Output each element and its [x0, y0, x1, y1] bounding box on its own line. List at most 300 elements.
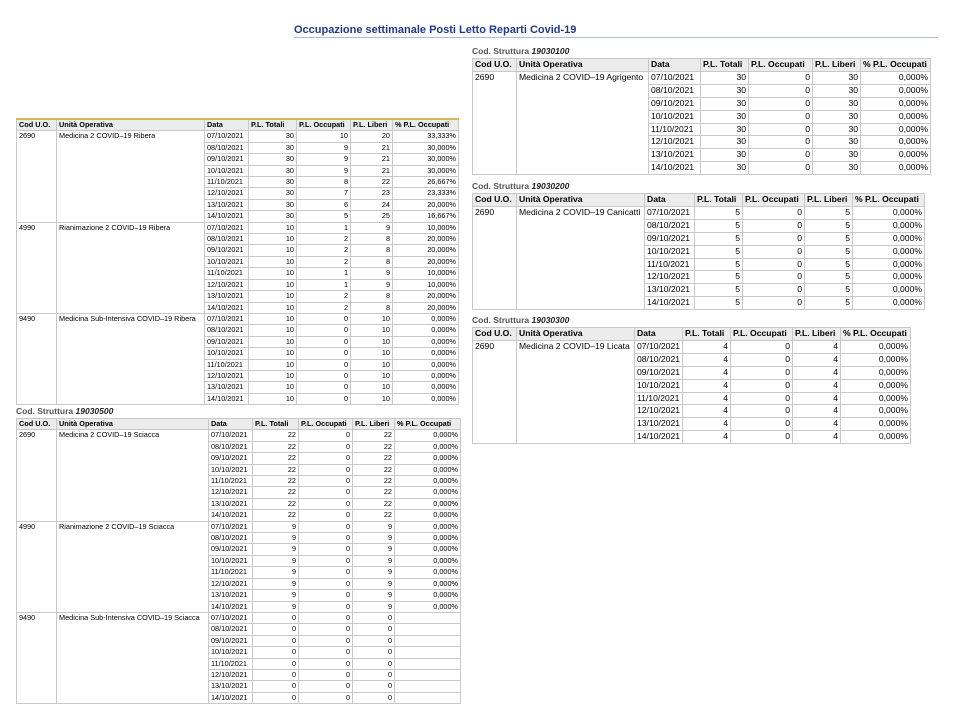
column-header: Cod U.O.	[17, 119, 57, 131]
date-cell: 14/10/2021	[205, 302, 249, 313]
date-cell: 13/10/2021	[205, 291, 249, 302]
date-cell: 14/10/2021	[209, 692, 253, 703]
beds-free-cell: 30	[813, 84, 861, 97]
occupancy-pct-cell: 0,000%	[853, 206, 925, 219]
column-header: % P.L. Occupati	[841, 328, 911, 341]
beds-occupied-cell: 7	[297, 188, 351, 199]
occupancy-pct-cell: 20,000%	[393, 256, 459, 267]
beds-occupied-cell: 0	[297, 370, 351, 381]
date-cell: 08/10/2021	[209, 441, 253, 452]
beds-free-cell: 22	[353, 510, 395, 521]
occupancy-pct-cell: 0,000%	[393, 382, 459, 393]
beds-occupied-cell: 0	[299, 669, 353, 680]
occupancy-pct-cell	[395, 692, 461, 703]
occupancy-pct-cell: 0,000%	[393, 336, 459, 347]
occupancy-pct-cell: 0,000%	[395, 498, 461, 509]
title-underline	[294, 37, 938, 38]
struct-label-text: Cod. Struttura	[16, 406, 74, 416]
beds-total-cell: 0	[253, 635, 299, 646]
section-canicatti	[472, 180, 925, 310]
beds-free-cell: 9	[353, 567, 395, 578]
beds-free-cell: 5	[805, 206, 853, 219]
beds-occupied-cell: 2	[297, 302, 351, 313]
beds-occupied-cell: 2	[297, 234, 351, 245]
column-header: Cod U.O.	[473, 194, 517, 207]
beds-free-cell: 0	[353, 624, 395, 635]
occupancy-pct-cell: 20,000%	[393, 234, 459, 245]
beds-total-cell: 4	[683, 379, 731, 392]
date-cell: 10/10/2021	[205, 256, 249, 267]
table-row	[473, 206, 925, 219]
date-cell: 09/10/2021	[205, 154, 249, 165]
date-cell: 13/10/2021	[645, 284, 695, 297]
beds-occupied-cell: 0	[299, 487, 353, 498]
occupancy-pct-cell: 0,000%	[841, 431, 911, 444]
table-header-row	[473, 328, 911, 341]
beds-free-cell: 10	[351, 336, 393, 347]
occupancy-pct-cell: 0,000%	[853, 232, 925, 245]
beds-occupied-cell: 0	[749, 162, 813, 175]
column-header: P.L. Totali	[249, 119, 297, 131]
beds-free-cell: 22	[353, 430, 395, 441]
beds-free-cell: 4	[793, 418, 841, 431]
occupancy-pct-cell: 0,000%	[395, 441, 461, 452]
beds-total-cell: 30	[249, 188, 297, 199]
date-cell: 12/10/2021	[209, 487, 253, 498]
beds-occupied-cell: 0	[299, 601, 353, 612]
unit-name: Medicina 2 COVID–19 Canicattì	[517, 206, 645, 309]
occupancy-pct-cell	[395, 624, 461, 635]
beds-table	[16, 418, 461, 704]
date-cell: 14/10/2021	[635, 431, 683, 444]
date-cell: 09/10/2021	[205, 245, 249, 256]
beds-occupied-cell: 9	[297, 142, 351, 153]
beds-free-cell: 10	[351, 348, 393, 359]
column-header: Unità Operativa	[517, 194, 645, 207]
unit-name: Rianimazione 2 COVID–19 Sciacca	[57, 521, 209, 612]
date-cell: 08/10/2021	[209, 533, 253, 544]
date-cell: 12/10/2021	[209, 669, 253, 680]
beds-free-cell: 20	[351, 131, 393, 142]
occupancy-pct-cell: 0,000%	[841, 418, 911, 431]
beds-total-cell: 22	[253, 487, 299, 498]
occupancy-pct-cell: 0,000%	[395, 464, 461, 475]
date-cell: 07/10/2021	[205, 222, 249, 233]
beds-total-cell: 5	[695, 271, 743, 284]
occupancy-pct-cell	[395, 647, 461, 658]
occupancy-pct-cell: 0,000%	[861, 71, 931, 84]
date-cell: 07/10/2021	[205, 131, 249, 142]
beds-total-cell: 10	[249, 279, 297, 290]
beds-occupied-cell: 0	[299, 476, 353, 487]
beds-total-cell: 10	[249, 393, 297, 404]
date-cell: 13/10/2021	[649, 149, 701, 162]
beds-free-cell: 4	[793, 431, 841, 444]
beds-total-cell: 30	[249, 142, 297, 153]
date-cell: 10/10/2021	[205, 165, 249, 176]
beds-total-cell: 30	[249, 177, 297, 188]
beds-free-cell: 0	[353, 658, 395, 669]
column-header: P.L. Totali	[701, 59, 749, 72]
beds-occupied-cell: 0	[731, 405, 793, 418]
section-sciacca	[16, 405, 461, 704]
beds-total-cell: 10	[249, 370, 297, 381]
date-cell: 14/10/2021	[205, 211, 249, 222]
date-cell: 10/10/2021	[209, 647, 253, 658]
beds-occupied-cell: 0	[297, 382, 351, 393]
struct-label	[472, 180, 925, 193]
beds-occupied-cell: 0	[731, 366, 793, 379]
occupancy-pct-cell: 20,000%	[393, 199, 459, 210]
beds-total-cell: 30	[249, 165, 297, 176]
beds-total-cell: 10	[249, 291, 297, 302]
column-header: Data	[645, 194, 695, 207]
beds-occupied-cell: 0	[299, 567, 353, 578]
beds-occupied-cell: 0	[749, 110, 813, 123]
column-header: P.L. Totali	[683, 328, 731, 341]
beds-total-cell: 10	[249, 336, 297, 347]
beds-total-cell: 30	[701, 123, 749, 136]
beds-total-cell: 9	[253, 521, 299, 532]
table-row	[17, 612, 461, 623]
beds-free-cell: 0	[353, 612, 395, 623]
beds-total-cell: 10	[249, 382, 297, 393]
beds-occupied-cell: 0	[749, 136, 813, 149]
beds-free-cell: 9	[351, 268, 393, 279]
date-cell: 09/10/2021	[205, 336, 249, 347]
date-cell: 11/10/2021	[209, 658, 253, 669]
occupancy-pct-cell: 26,667%	[393, 177, 459, 188]
beds-occupied-cell: 0	[299, 510, 353, 521]
beds-total-cell: 22	[253, 498, 299, 509]
table-row	[17, 313, 459, 324]
occupancy-pct-cell: 20,000%	[393, 245, 459, 256]
date-cell: 10/10/2021	[645, 245, 695, 258]
beds-free-cell: 4	[793, 405, 841, 418]
beds-free-cell: 5	[805, 232, 853, 245]
column-header: P.L. Occupati	[731, 328, 793, 341]
date-cell: 11/10/2021	[645, 258, 695, 271]
occupancy-pct-cell: 0,000%	[841, 392, 911, 405]
beds-total-cell: 10	[249, 348, 297, 359]
beds-total-cell: 10	[249, 313, 297, 324]
occupancy-pct-cell: 0,000%	[841, 353, 911, 366]
unit-code: 2690	[473, 340, 517, 443]
date-cell: 11/10/2021	[205, 268, 249, 279]
occupancy-pct-cell: 0,000%	[861, 149, 931, 162]
beds-total-cell: 0	[253, 669, 299, 680]
beds-occupied-cell: 2	[297, 245, 351, 256]
beds-occupied-cell: 1	[297, 222, 351, 233]
beds-total-cell: 5	[695, 258, 743, 271]
beds-total-cell: 4	[683, 366, 731, 379]
table-header-row	[473, 194, 925, 207]
beds-total-cell: 22	[253, 476, 299, 487]
beds-occupied-cell: 0	[299, 635, 353, 646]
beds-occupied-cell: 9	[297, 154, 351, 165]
beds-occupied-cell: 0	[297, 359, 351, 370]
beds-free-cell: 23	[351, 188, 393, 199]
date-cell: 13/10/2021	[205, 199, 249, 210]
beds-total-cell: 0	[253, 647, 299, 658]
occupancy-pct-cell: 0,000%	[393, 313, 459, 324]
date-cell: 09/10/2021	[649, 97, 701, 110]
beds-free-cell: 10	[351, 393, 393, 404]
beds-occupied-cell: 0	[299, 624, 353, 635]
date-cell: 07/10/2021	[209, 612, 253, 623]
occupancy-pct-cell: 0,000%	[841, 379, 911, 392]
beds-free-cell: 5	[805, 245, 853, 258]
occupancy-pct-cell: 0,000%	[395, 510, 461, 521]
beds-total-cell: 0	[253, 612, 299, 623]
unit-name: Medicina 2 COVID–19 Ribera	[57, 131, 205, 222]
beds-total-cell: 0	[253, 692, 299, 703]
beds-free-cell: 10	[351, 313, 393, 324]
beds-occupied-cell: 0	[297, 313, 351, 324]
date-cell: 08/10/2021	[205, 325, 249, 336]
occupancy-pct-cell	[395, 658, 461, 669]
column-header: Unità Operativa	[57, 119, 205, 131]
date-cell: 09/10/2021	[645, 232, 695, 245]
beds-total-cell: 30	[701, 149, 749, 162]
beds-total-cell: 0	[253, 624, 299, 635]
column-header: P.L. Occupati	[743, 194, 805, 207]
date-cell: 13/10/2021	[209, 681, 253, 692]
struct-label-text: Cod. Struttura	[472, 181, 530, 191]
date-cell: 08/10/2021	[645, 219, 695, 232]
table-header-row	[17, 119, 459, 131]
beds-occupied-cell: 2	[297, 256, 351, 267]
beds-total-cell: 30	[249, 131, 297, 142]
occupancy-pct-cell: 23,333%	[393, 188, 459, 199]
beds-total-cell: 4	[683, 340, 731, 353]
occupancy-pct-cell: 33,333%	[393, 131, 459, 142]
occupancy-pct-cell: 30,000%	[393, 154, 459, 165]
beds-free-cell: 25	[351, 211, 393, 222]
date-cell: 09/10/2021	[209, 544, 253, 555]
beds-occupied-cell: 0	[299, 441, 353, 452]
column-header: Cod U.O.	[473, 328, 517, 341]
occupancy-pct-cell: 0,000%	[853, 245, 925, 258]
beds-total-cell: 5	[695, 297, 743, 310]
column-header: % P.L. Occupati	[861, 59, 931, 72]
beds-free-cell: 30	[813, 136, 861, 149]
column-header: P.L. Occupati	[299, 419, 353, 430]
beds-total-cell: 10	[249, 268, 297, 279]
struct-label-text: Cod. Struttura	[472, 315, 530, 325]
occupancy-pct-cell: 0,000%	[395, 544, 461, 555]
column-header: Unità Operativa	[57, 419, 209, 430]
date-cell: 07/10/2021	[209, 521, 253, 532]
occupancy-pct-cell: 0,000%	[861, 123, 931, 136]
date-cell: 07/10/2021	[635, 340, 683, 353]
column-header: Unità Operativa	[517, 328, 635, 341]
occupancy-pct-cell: 0,000%	[395, 521, 461, 532]
beds-occupied-cell: 0	[299, 681, 353, 692]
column-header: Data	[649, 59, 701, 72]
table-row	[17, 131, 459, 142]
date-cell: 14/10/2021	[649, 162, 701, 175]
occupancy-pct-cell: 0,000%	[861, 84, 931, 97]
beds-total-cell: 9	[253, 590, 299, 601]
date-cell: 14/10/2021	[645, 297, 695, 310]
beds-free-cell: 10	[351, 382, 393, 393]
beds-total-cell: 9	[253, 555, 299, 566]
date-cell: 09/10/2021	[209, 453, 253, 464]
table-row	[473, 71, 931, 84]
column-header: Cod U.O.	[473, 59, 517, 72]
beds-total-cell: 30	[249, 154, 297, 165]
beds-free-cell: 0	[353, 669, 395, 680]
column-header: P.L. Liberi	[813, 59, 861, 72]
occupancy-pct-cell: 0,000%	[861, 162, 931, 175]
column-header: % P.L. Occupati	[853, 194, 925, 207]
beds-free-cell: 8	[351, 234, 393, 245]
beds-occupied-cell: 0	[749, 97, 813, 110]
beds-occupied-cell: 0	[299, 533, 353, 544]
column-header: Data	[635, 328, 683, 341]
beds-occupied-cell: 0	[297, 325, 351, 336]
beds-free-cell: 4	[793, 392, 841, 405]
unit-name: Medicina 2 COVID–19 Agrigento	[517, 71, 649, 174]
date-cell: 10/10/2021	[635, 379, 683, 392]
occupancy-pct-cell: 30,000%	[393, 142, 459, 153]
column-header: % P.L. Occupati	[393, 119, 459, 131]
beds-total-cell: 30	[249, 211, 297, 222]
beds-occupied-cell: 0	[299, 464, 353, 475]
occupancy-pct-cell: 0,000%	[853, 271, 925, 284]
column-header: Data	[209, 419, 253, 430]
occupancy-pct-cell: 0,000%	[841, 405, 911, 418]
unit-name: Medicina Sub-Intensiva COVID–19 Ribera	[57, 313, 205, 404]
struct-code: 19030200	[531, 181, 570, 191]
unit-code: 4990	[17, 222, 57, 313]
date-cell: 07/10/2021	[649, 71, 701, 84]
occupancy-pct-cell: 10,000%	[393, 279, 459, 290]
beds-occupied-cell: 8	[297, 177, 351, 188]
beds-free-cell: 9	[353, 578, 395, 589]
beds-total-cell: 10	[249, 234, 297, 245]
unit-name: Rianimazione 2 COVID–19 Ribera	[57, 222, 205, 313]
beds-free-cell: 4	[793, 353, 841, 366]
beds-free-cell: 10	[351, 359, 393, 370]
beds-occupied-cell: 0	[731, 353, 793, 366]
date-cell: 12/10/2021	[205, 188, 249, 199]
beds-free-cell: 5	[805, 219, 853, 232]
occupancy-pct-cell: 10,000%	[393, 268, 459, 279]
beds-total-cell: 30	[701, 97, 749, 110]
date-cell: 09/10/2021	[635, 366, 683, 379]
beds-free-cell: 5	[805, 271, 853, 284]
occupancy-pct-cell: 20,000%	[393, 291, 459, 302]
unit-code: 2690	[473, 71, 517, 174]
beds-occupied-cell: 0	[731, 340, 793, 353]
beds-free-cell: 9	[353, 533, 395, 544]
occupancy-pct-cell: 0,000%	[393, 370, 459, 381]
beds-table	[16, 118, 459, 405]
beds-occupied-cell: 0	[749, 123, 813, 136]
beds-occupied-cell: 0	[299, 555, 353, 566]
unit-code: 9490	[17, 612, 57, 703]
date-cell: 10/10/2021	[209, 464, 253, 475]
section-licata	[472, 314, 911, 444]
occupancy-pct-cell	[395, 681, 461, 692]
beds-free-cell: 30	[813, 162, 861, 175]
beds-free-cell: 21	[351, 165, 393, 176]
beds-free-cell: 5	[805, 297, 853, 310]
beds-total-cell: 10	[249, 302, 297, 313]
date-cell: 14/10/2021	[209, 510, 253, 521]
beds-free-cell: 9	[353, 521, 395, 532]
beds-occupied-cell: 0	[731, 379, 793, 392]
beds-total-cell: 4	[683, 431, 731, 444]
beds-occupied-cell: 0	[731, 392, 793, 405]
beds-free-cell: 22	[353, 498, 395, 509]
date-cell: 12/10/2021	[635, 405, 683, 418]
occupancy-pct-cell: 0,000%	[853, 258, 925, 271]
table-row	[17, 521, 461, 532]
beds-free-cell: 9	[353, 544, 395, 555]
occupancy-pct-cell: 0,000%	[395, 430, 461, 441]
date-cell: 07/10/2021	[645, 206, 695, 219]
date-cell: 12/10/2021	[205, 370, 249, 381]
occupancy-pct-cell: 10,000%	[393, 222, 459, 233]
beds-free-cell: 8	[351, 291, 393, 302]
date-cell: 08/10/2021	[635, 353, 683, 366]
beds-total-cell: 22	[253, 464, 299, 475]
beds-free-cell: 4	[793, 379, 841, 392]
beds-free-cell: 22	[353, 453, 395, 464]
occupancy-pct-cell: 0,000%	[853, 297, 925, 310]
beds-total-cell: 30	[701, 110, 749, 123]
unit-code: 2690	[17, 131, 57, 222]
occupancy-pct-cell: 30,000%	[393, 165, 459, 176]
beds-free-cell: 8	[351, 302, 393, 313]
beds-total-cell: 10	[249, 359, 297, 370]
beds-occupied-cell: 0	[731, 418, 793, 431]
date-cell: 08/10/2021	[205, 142, 249, 153]
beds-free-cell: 22	[353, 464, 395, 475]
occupancy-pct-cell: 0,000%	[861, 136, 931, 149]
date-cell: 11/10/2021	[635, 392, 683, 405]
occupancy-pct-cell: 0,000%	[853, 284, 925, 297]
beds-total-cell: 9	[253, 533, 299, 544]
beds-free-cell: 10	[351, 370, 393, 381]
table-row	[17, 430, 461, 441]
section-agrigento	[472, 45, 931, 175]
beds-occupied-cell: 1	[297, 279, 351, 290]
column-header: % P.L. Occupati	[395, 419, 461, 430]
occupancy-pct-cell: 0,000%	[841, 366, 911, 379]
date-cell: 11/10/2021	[205, 177, 249, 188]
table-header-row	[473, 59, 931, 72]
beds-occupied-cell: 0	[299, 647, 353, 658]
occupancy-pct-cell: 0,000%	[861, 97, 931, 110]
beds-total-cell: 4	[683, 418, 731, 431]
table-header-row	[17, 419, 461, 430]
column-header: P.L. Totali	[695, 194, 743, 207]
beds-occupied-cell: 0	[297, 348, 351, 359]
beds-free-cell: 0	[353, 692, 395, 703]
date-cell: 08/10/2021	[205, 234, 249, 245]
beds-free-cell: 5	[805, 284, 853, 297]
beds-free-cell: 30	[813, 149, 861, 162]
beds-total-cell: 10	[249, 245, 297, 256]
struct-label	[16, 405, 461, 418]
beds-free-cell: 21	[351, 142, 393, 153]
beds-occupied-cell: 0	[743, 284, 805, 297]
beds-total-cell: 5	[695, 284, 743, 297]
